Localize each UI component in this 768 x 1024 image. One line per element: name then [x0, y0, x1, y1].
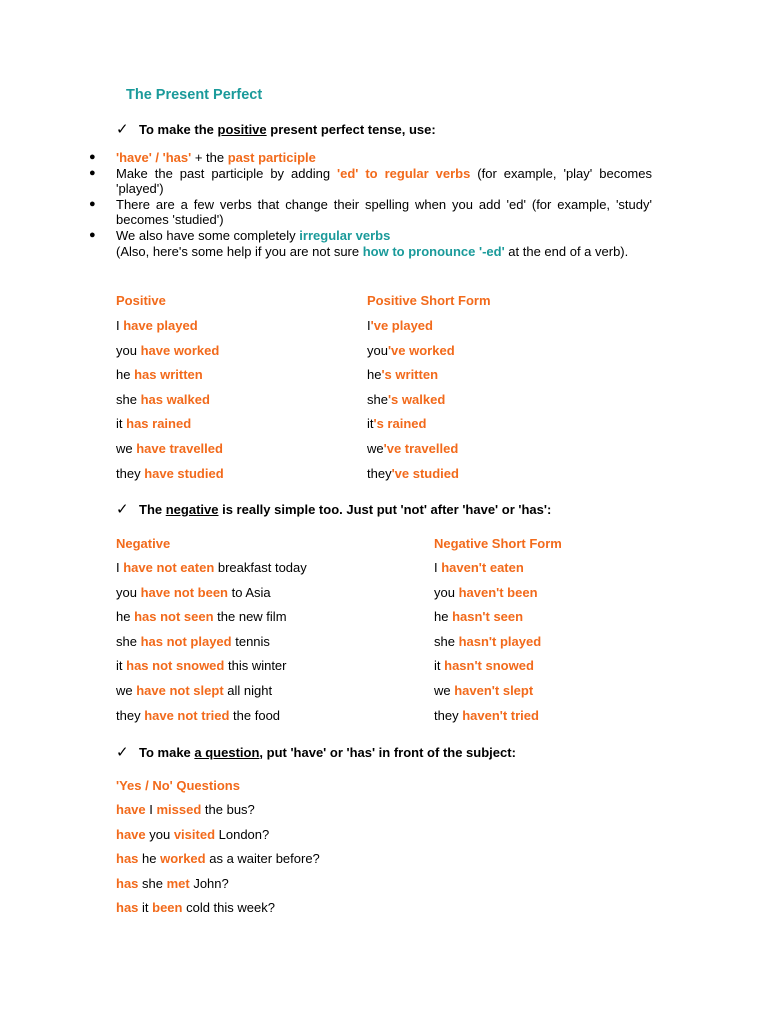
text-run: you — [145, 826, 174, 842]
text-run: they — [367, 465, 392, 481]
table-cell — [116, 802, 255, 817]
highlight-text: have — [116, 826, 146, 842]
negative-heading — [116, 500, 551, 518]
highlight-text: 's written — [381, 367, 439, 383]
bullet-icon: ● — [89, 197, 96, 210]
bullet-icon: ● — [89, 151, 96, 163]
text-run: + the — [191, 150, 228, 165]
text-run: I — [367, 318, 371, 333]
text-run: as a waiter before? — [205, 851, 320, 867]
text-run: he — [116, 609, 135, 625]
table-cell — [116, 708, 280, 723]
bullet-icon: ● — [89, 166, 96, 179]
table-cell — [434, 658, 534, 673]
text-run: at the end of a verb). — [504, 243, 629, 259]
text-run: Make the past participle by adding — [116, 165, 338, 181]
table-cell — [116, 851, 320, 866]
text-run: she — [116, 391, 141, 407]
text-run: it — [367, 416, 374, 432]
highlight-text: 've played — [370, 318, 433, 333]
highlight-text: have not tried — [144, 707, 230, 723]
table-cell — [434, 560, 524, 575]
highlight-text: has — [116, 851, 139, 867]
text-run: we — [116, 683, 137, 698]
table-cell — [434, 585, 538, 600]
table-cell — [434, 634, 541, 649]
column-header: Positive Short Form — [367, 293, 491, 308]
column-header: 'Yes / No' Questions — [116, 778, 240, 793]
highlight-text: missed — [156, 802, 202, 817]
question-heading — [116, 743, 516, 761]
bullet-icon: ● — [89, 228, 96, 241]
text-run: they — [434, 707, 463, 723]
highlight-text: have studied — [144, 465, 224, 481]
column-header: Positive — [116, 293, 166, 308]
rules-list — [89, 150, 652, 259]
text-run: he — [367, 367, 382, 383]
highlight-text: 've travelled — [383, 441, 459, 456]
highlight-text: has not seen — [134, 609, 214, 625]
link-text[interactable]: how to pronounce '-ed' — [362, 243, 505, 259]
text-run: (Also, here's some help if you are not sure — [116, 243, 363, 259]
table-cell — [116, 367, 203, 382]
table-cell — [367, 343, 455, 358]
highlight-text: 'have' / 'has' — [116, 150, 192, 165]
highlight-text: 've studied — [391, 465, 459, 481]
table-cell — [116, 609, 287, 624]
heading-underlined: negative — [165, 502, 219, 517]
table-cell — [434, 708, 539, 723]
link-text[interactable]: irregular verbs — [299, 227, 391, 243]
table-cell — [116, 416, 191, 431]
highlight-text: met — [166, 875, 190, 891]
text-run: We also have some completely — [116, 227, 300, 243]
heading-underlined: positive — [217, 122, 267, 137]
table-cell — [116, 900, 275, 915]
positive-heading — [116, 120, 436, 138]
highlight-text: has not snowed — [126, 658, 225, 674]
highlight-text: have not eaten — [123, 560, 215, 575]
text-run: she — [367, 391, 388, 407]
table-cell — [116, 318, 198, 333]
highlight-text: have — [116, 802, 146, 817]
checkmark-icon: ✓ — [116, 744, 129, 761]
text-run: he — [138, 851, 161, 867]
text-run: he — [116, 367, 135, 383]
highlight-text: has rained — [126, 416, 192, 432]
text-run: she — [434, 633, 459, 649]
highlight-text: haven't been — [458, 584, 538, 600]
highlight-text: visited — [173, 826, 216, 842]
table-cell — [116, 560, 307, 575]
text-run: we — [434, 683, 455, 698]
highlight-text: past participle — [227, 150, 316, 165]
text-run: I — [116, 318, 124, 333]
heading-text: The — [139, 502, 166, 517]
highlight-text: haven't slept — [454, 683, 534, 698]
table-cell — [116, 683, 272, 698]
column-header: Negative — [116, 536, 171, 551]
text-run: I — [116, 560, 124, 575]
text-run: it — [434, 658, 445, 674]
table-cell — [116, 634, 270, 649]
checkmark-icon: ✓ — [116, 121, 129, 138]
table-cell — [367, 441, 458, 456]
table-cell — [116, 466, 224, 481]
table-cell — [116, 343, 219, 358]
text-run: the food — [229, 707, 281, 723]
text-run: the bus? — [201, 802, 255, 817]
highlight-text: have travelled — [136, 441, 223, 456]
highlight-text: have played — [123, 318, 198, 333]
text-run: they — [116, 465, 145, 481]
highlight-text: 'ed' to regular verbs — [337, 165, 471, 181]
heading-text: present perfect tense, use: — [266, 122, 436, 137]
text-run: you — [367, 342, 388, 358]
highlight-text: 's rained — [373, 416, 427, 432]
table-cell — [367, 466, 459, 481]
text-run: we — [116, 441, 137, 456]
highlight-text: haven't tried — [462, 707, 539, 723]
text-run: it — [116, 416, 127, 432]
text-run: he — [434, 609, 453, 625]
page-title: The Present Perfect — [126, 87, 263, 103]
text-run: I — [434, 560, 442, 575]
highlight-text: has — [116, 900, 139, 916]
text-run: There are a few verbs that change their spelling when you add 'ed' (for example, 'study' becomes 'studied') — [116, 196, 652, 228]
text-run: you — [116, 584, 141, 600]
table-cell — [434, 683, 533, 698]
list-item — [89, 150, 652, 166]
text-run: it — [138, 900, 153, 916]
text-run: I — [145, 802, 157, 817]
highlight-text: have worked — [140, 342, 220, 358]
highlight-text: hasn't seen — [452, 609, 524, 625]
table-cell — [367, 392, 445, 407]
heading-text: is really simple too. Just put 'not' after 'have' or 'has': — [218, 502, 552, 517]
text-run: she — [138, 875, 167, 891]
text-run: this winter — [224, 658, 287, 674]
text-run: breakfast today — [214, 560, 307, 575]
table-cell — [116, 585, 271, 600]
list-item — [89, 197, 652, 228]
table-cell — [367, 367, 438, 382]
table-cell — [367, 318, 433, 333]
highlight-text: worked — [160, 851, 206, 867]
table-cell — [116, 876, 229, 891]
heading-underlined: a question — [194, 745, 260, 760]
highlight-text: hasn't played — [458, 633, 542, 649]
text-run: John? — [189, 875, 229, 891]
heading-text: , put 'have' or 'has' in front of the subject: — [259, 745, 516, 760]
text-run: cold this week? — [182, 900, 275, 916]
text-run: to Asia — [228, 584, 271, 600]
table-cell — [116, 827, 269, 842]
text-run: all night — [223, 683, 273, 698]
column-header: Negative Short Form — [434, 536, 562, 551]
text-run: you — [434, 584, 459, 600]
list-item — [89, 228, 652, 259]
list-item — [89, 166, 652, 197]
text-run: you — [116, 342, 141, 358]
text-run: we — [367, 441, 384, 456]
highlight-text: has — [116, 875, 139, 891]
highlight-text: has walked — [140, 391, 210, 407]
text-run: the new film — [213, 609, 287, 625]
text-run: London? — [215, 826, 270, 842]
highlight-text: has written — [134, 367, 203, 383]
text-run: they — [116, 707, 145, 723]
text-run: (for example, 'play' becomes 'played') — [116, 165, 652, 197]
highlight-text: has not played — [140, 633, 232, 649]
highlight-text: hasn't snowed — [444, 658, 534, 674]
text-run: tennis — [231, 633, 270, 649]
checkmark-icon: ✓ — [116, 501, 129, 518]
table-cell — [434, 609, 523, 624]
heading-text: To make the — [139, 122, 218, 137]
text-run: she — [116, 633, 141, 649]
heading-text: To make — [139, 745, 195, 760]
table-cell — [116, 441, 223, 456]
table-cell — [367, 416, 426, 431]
highlight-text: 've worked — [387, 342, 455, 358]
table-cell — [116, 392, 210, 407]
table-cell — [116, 658, 287, 673]
text-run: it — [116, 658, 127, 674]
highlight-text: have not been — [140, 584, 228, 600]
highlight-text: have not slept — [136, 683, 224, 698]
highlight-text: 's walked — [387, 391, 446, 407]
highlight-text: haven't eaten — [441, 560, 524, 575]
highlight-text: been — [152, 900, 183, 916]
